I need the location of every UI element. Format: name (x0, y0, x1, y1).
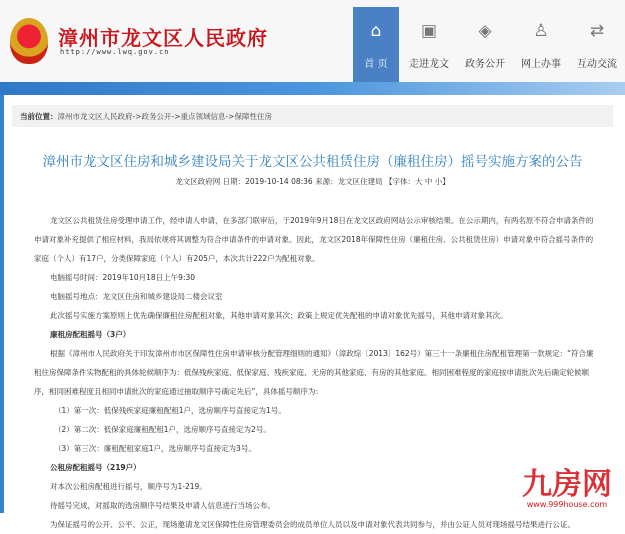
nav-label: 网上办事 (521, 59, 561, 70)
list-item: （1）第一次：低保残疾家庭廉租配租1户，选房顺序号直接定为1号。 (54, 406, 286, 415)
article-meta: 龙文区政府网 日期：2019-10-14 08:36 来源：龙文区住建局 【字体：大 中 小】 (175, 177, 450, 186)
nav-label: 政务公开 (465, 59, 505, 70)
paragraph: 此次摇号实施方案原则上优先确保廉租住房配租对象，其他申请对象其次；政策上规定优先配租的申请对象优先摇号，其他申请对象其次。 (50, 311, 508, 320)
nav-label: 互动交流 (577, 59, 617, 70)
watermark-logo: 九房网 (522, 467, 612, 502)
nav-government-affairs[interactable] (457, 7, 513, 82)
layers-icon: ◈ (478, 21, 492, 41)
nav-interaction[interactable] (569, 7, 625, 82)
user-icon: ♙ (533, 21, 549, 41)
header-band (0, 82, 625, 95)
list-item: （2）第二次：低保家庭廉租配租1户，选房顺序号直接定为2号。 (54, 425, 271, 434)
nav-label: 首 页 (364, 59, 388, 70)
site-title[interactable]: 漳州市龙文区人民政府 (58, 26, 268, 50)
list-item: （3）第三次：廉租配租家庭1户，选房顺序号直接定为3号。 (54, 444, 256, 453)
breadcrumb-path[interactable]: 漳州市龙文区人民政府->政务公开->重点领域信息->保障性住房 (57, 112, 272, 121)
paragraph: 根据《漳州市人民政府关于印发漳州市市区保障性住房申请审核分配管理细则的通知》（漳政综〔2013〕162号）第三十一条廉租住房配租管理第一款规定：“符合廉租住房保障条件实物配租的具体轮候顺序为：低保残疾家庭、低保家庭、残疾家庭、无房的其他家庭、有房的其他家庭。相同困难程度的家庭按申请批次先后确定轮候顺序，相同困难程度且相同申请批次的家庭通过抽取顺序号确定先后”，具体摇号顺序为： (34, 349, 594, 396)
section-heading: 公租房配租摇号（219户） (50, 463, 141, 472)
nav-home[interactable] (353, 7, 399, 82)
paragraph: 龙文区公共租赁住房受理申请工作，经申请人申请，在多部门联审后，于2019年9月18日在龙文区政府网站公示审核结果。在公示期内，有两名原不符合申请条件的申请对象补充提供了相应材料，我局依规将其调整为符合申请条件的申请对象。因此，龙文区2018年保障性住房（廉租住房、公共租赁住房）申请对象中符合摇号条件的家庭（个人）有17户，分类保障家庭（个人）有205户，本次共计222户为配租对象。 (34, 216, 594, 263)
breadcrumb (12, 105, 613, 127)
watermark (522, 467, 612, 510)
paragraph: 对本次公租房配租进行摇号，顺序号为1-219。 (50, 482, 207, 491)
nav-label: 走进龙文 (409, 59, 449, 70)
exchange-icon: ⇄ (589, 21, 605, 41)
home-icon: ⌂ (370, 21, 382, 41)
paragraph: 为保证摇号的公开、公平、公正，现场邀请龙文区保障性住房管理委员会的成员单位人员以及申请对象代表共同参与，并由公证人员对现场摇号结果进行公证。 (50, 520, 575, 529)
section-heading: 廉租房配租摇号（3户） (50, 330, 131, 339)
paragraph: 待摇号完成，对摇取的选房顺序号结果及申请人信息进行当场公布。 (50, 501, 275, 510)
article-body (34, 211, 594, 534)
site-header (0, 0, 625, 84)
article-title: 漳州市龙文区住房和城乡建设局关于龙文区公共租赁住房（廉租住房）摇号实施方案的公告 (42, 154, 583, 170)
main-nav (353, 7, 625, 82)
watermark-url: www.999house.com (526, 500, 608, 509)
breadcrumb-prefix: 当前位置： (20, 112, 58, 121)
picture-icon: ▣ (420, 21, 438, 41)
site-url: http://www.lwq.gov.cn (60, 48, 170, 56)
paragraph: 电脑摇号地点：龙文区住房和城乡建设局二楼会议室 (50, 292, 223, 301)
nav-online-services[interactable] (513, 7, 569, 82)
paragraph: 电脑摇号时间：2019年10月18日上午9:30 (50, 273, 196, 282)
national-emblem-icon (10, 18, 48, 64)
nav-about-longwen[interactable] (401, 7, 457, 82)
